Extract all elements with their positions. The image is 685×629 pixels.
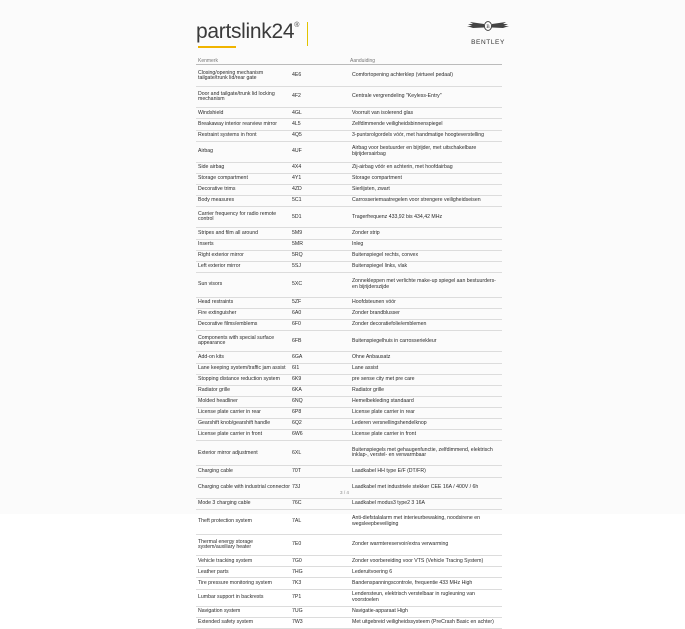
- feature-cell: Decorative trims: [198, 186, 236, 193]
- code-cell: 6W6: [292, 431, 303, 438]
- table-row: [196, 499, 502, 510]
- code-cell: 4UF: [292, 147, 302, 154]
- feature-cell: Charging cable with industrial connector: [198, 483, 290, 490]
- feature-cell: Navigation system: [198, 607, 241, 614]
- description-cell: Zonder strip: [352, 229, 380, 236]
- table-row: [196, 419, 502, 430]
- feature-cell: License plate carrier in rear: [198, 409, 261, 416]
- table-row: [196, 535, 502, 556]
- code-cell: 4E6: [292, 72, 302, 79]
- table-row: [196, 590, 502, 607]
- svg-text:B: B: [486, 24, 490, 30]
- code-cell: 5M9: [292, 229, 303, 236]
- feature-cell: Radiator grille: [198, 387, 231, 394]
- table-row: [196, 108, 502, 119]
- description-cell: Zonder warmtereservoir/extra verwarming: [352, 541, 449, 548]
- feature-cell: Lane keeping system/traffic jam assist: [198, 364, 286, 371]
- table-row: [196, 185, 502, 196]
- table-row: [196, 66, 502, 87]
- description-cell: Lendensteun, elektrisch verstelbaar in rugleuning van voorstoelen: [352, 591, 475, 603]
- feature-cell: Components with special surface appearance: [198, 334, 275, 347]
- description-cell: Ohne Anbausatz: [352, 353, 391, 360]
- feature-cell: Left exterior mirror: [198, 262, 241, 269]
- description-cell: Hoofdsteunen vóór: [352, 299, 396, 306]
- description-cell: pre sense city met pre care: [352, 375, 415, 382]
- code-cell: 6XL: [292, 449, 302, 456]
- table-row: [196, 578, 502, 589]
- code-cell: 5SJ: [292, 262, 301, 269]
- code-cell: 4Q5: [292, 131, 302, 138]
- description-cell: Sierlijsten, zwart: [352, 186, 390, 193]
- code-cell: 6KA: [292, 387, 302, 394]
- feature-cell: Theft protection system: [198, 518, 252, 525]
- table-row: [196, 375, 502, 386]
- code-cell: 6K9: [292, 375, 302, 382]
- equipment-table: [196, 66, 502, 629]
- description-cell: Buitenspiegel links, vlak: [352, 262, 408, 269]
- table-row: [196, 163, 502, 174]
- table-row: [196, 174, 502, 185]
- description-cell: Laadkabel modus3 type2 3 16A: [352, 500, 425, 506]
- feature-cell: Lumbar support in backrests: [198, 593, 264, 600]
- table-row: [196, 262, 502, 273]
- table-row: [196, 298, 502, 309]
- description-cell: Zelfdimmende veiligheidsbinnenspiegel: [352, 120, 443, 127]
- code-cell: 7AL: [292, 518, 302, 525]
- code-cell: 6Q2: [292, 420, 302, 427]
- description-cell: Radiator grille: [352, 387, 385, 394]
- feature-cell: Mode 3 charging cable: [198, 500, 251, 506]
- feature-cell: Leather parts: [198, 568, 229, 575]
- code-cell: 7W3: [292, 619, 303, 626]
- description-cell: 3-puntsrolgordels vóór, met handmatige hoogteverstelling: [352, 131, 485, 138]
- description-cell: Zonnekleppen met verlichte make-up spiegel aan bestuurders- en bijrijderszijde: [352, 278, 496, 290]
- description-cell: Lane assist: [352, 364, 379, 371]
- description-cell: Buitenspiegels met gehaugenfunctie, zelfdimmend, elektrisch inklap-, verstel- en verwarmbaar: [352, 446, 493, 459]
- description-cell: Buitenspiegel rechts, convex: [352, 251, 419, 258]
- code-cell: 5C1: [292, 197, 302, 204]
- table-row: [196, 466, 502, 477]
- description-cell: Voorruit van isolerend glas: [352, 109, 414, 116]
- feature-cell: Inserts: [198, 240, 214, 247]
- code-cell: 4X4: [292, 164, 302, 171]
- description-cell: Tragerfrequenz 433,92 bis 434,42 MHz: [352, 213, 443, 220]
- table-row: [196, 119, 502, 130]
- feature-cell: Decorative films/emblems: [198, 321, 258, 328]
- code-cell: 5RQ: [292, 251, 303, 258]
- description-cell: Lederen versnellingshendelknop: [352, 420, 427, 427]
- feature-cell: Stopping distance reduction system: [198, 375, 280, 382]
- code-cell: 6FB: [292, 337, 302, 344]
- table-row: [196, 207, 502, 228]
- feature-cell: Tire pressure monitoring system: [198, 579, 272, 586]
- feature-cell: Molded headliner: [198, 398, 238, 405]
- table-row: [196, 196, 502, 207]
- code-cell: 5MR: [292, 240, 303, 247]
- header-divider: [307, 22, 308, 46]
- description-cell: Comfortopening achterklep (virtueel pedaal): [352, 72, 453, 79]
- feature-cell: Charging cable: [198, 467, 233, 474]
- table-row: [196, 251, 502, 262]
- description-cell: Airbag voor bestuurder en bijrijder, met uitschakelbare bijrijdersairbag: [352, 145, 477, 157]
- description-cell: License plate carrier in front: [352, 431, 417, 438]
- feature-cell: Restraint systems in front: [198, 131, 257, 138]
- table-row: [196, 556, 502, 567]
- table-row: [196, 478, 502, 499]
- code-cell: 4Y1: [292, 175, 302, 182]
- table-row: [196, 87, 502, 108]
- table-row: [196, 320, 502, 331]
- table-row: [196, 240, 502, 251]
- page-number: 3 / 4: [340, 490, 349, 495]
- feature-cell: Add-on kits: [198, 353, 224, 360]
- code-cell: 7HG: [292, 568, 303, 575]
- logo-underline: [198, 46, 236, 48]
- table-row: [196, 607, 502, 618]
- feature-cell: Sun visors: [198, 281, 223, 288]
- code-cell: 7UG: [292, 607, 303, 614]
- description-cell: Zonder voorbereiding voor VTS (Vehicle Tracing System): [352, 557, 484, 564]
- table-row: [196, 364, 502, 375]
- code-cell: 70T: [292, 467, 301, 474]
- feature-cell: Extended safety system: [198, 619, 254, 626]
- feature-cell: Body measures: [198, 197, 235, 204]
- description-cell: Lederuitvoering 6: [352, 568, 393, 575]
- feature-cell: Windshield: [198, 109, 224, 116]
- code-cell: 6P8: [292, 409, 302, 416]
- table-row: [196, 397, 502, 408]
- description-cell: Zij-airbag vóór en achterin, met hoofdairbag: [352, 164, 453, 171]
- feature-cell: Breakaway interior rearview mirror: [198, 120, 277, 127]
- table-row: [196, 352, 502, 363]
- feature-cell: Right exterior mirror: [198, 251, 244, 258]
- description-cell: Navigatie-apparaat High: [352, 607, 408, 614]
- feature-cell: Door and tailgate/trunk lid locking mechanism: [198, 90, 275, 103]
- description-cell: Bandenspanningscontrole, frequentie 433 MHz High: [352, 579, 473, 586]
- code-cell: 4F2: [292, 93, 301, 100]
- column-header-description: Aanduiding: [350, 58, 376, 64]
- code-cell: 6I1: [292, 364, 300, 371]
- table-row: [196, 228, 502, 239]
- code-cell: 5D1: [292, 213, 302, 220]
- description-cell: Zonder brandblusser: [352, 310, 400, 317]
- feature-cell: Vehicle tracking system: [198, 557, 253, 564]
- description-cell: Anti-diefstalalarm met interieurbewaking, noodsirene en wegsleepbeveiliging: [352, 515, 481, 527]
- code-cell: 7K3: [292, 579, 302, 586]
- table-row: [196, 273, 502, 298]
- code-cell: 7G0: [292, 557, 302, 564]
- description-cell: Inleg: [352, 240, 364, 247]
- description-cell: Zonder decoratiefolie/emblemen: [352, 321, 427, 328]
- feature-cell: Exterior mirror adjustment: [198, 449, 258, 456]
- feature-cell: License plate carrier in front: [198, 431, 263, 438]
- feature-cell: Closing/opening mechanism tailgate/trunk lid/rear gate: [198, 69, 264, 82]
- table-row: [196, 142, 502, 163]
- feature-cell: Stripes and film all around: [198, 229, 258, 236]
- description-cell: Laadkabel HH type E/F (DT/FR): [352, 467, 426, 474]
- table-row: [196, 567, 502, 578]
- code-cell: 6A0: [292, 310, 302, 317]
- code-cell: 6GA: [292, 353, 303, 360]
- description-cell: Storage compartment: [352, 175, 402, 182]
- feature-cell: Airbag: [198, 147, 213, 154]
- code-cell: 76C: [292, 500, 302, 506]
- description-cell: Met uitgebreid veiligheidssysteem (PreCrash Basic en achter): [352, 619, 494, 626]
- feature-cell: Fire extinguisher: [198, 310, 237, 317]
- code-cell: 7P1: [292, 593, 302, 600]
- table-row: [196, 309, 502, 320]
- code-cell: 6NQ: [292, 398, 303, 405]
- code-cell: 73J: [292, 483, 301, 490]
- description-cell: Buitenspiegelhuis in carrosseriekleur: [352, 337, 437, 344]
- code-cell: 4GL: [292, 109, 302, 116]
- table-row: [196, 618, 502, 629]
- bentley-brand: [464, 20, 512, 46]
- feature-cell: Gearshift knob/gearshift handle: [198, 420, 271, 427]
- column-header-feature: Kenmerk: [198, 58, 219, 64]
- feature-cell: Side airbag: [198, 164, 225, 171]
- description-cell: Hemelbekleding standaard: [352, 398, 414, 405]
- code-cell: 6F0: [292, 321, 301, 328]
- brand-name: BENTLEY: [471, 39, 505, 46]
- table-row: [196, 386, 502, 397]
- feature-cell: Head restraints: [198, 299, 234, 306]
- table-row: [196, 430, 502, 441]
- table-row: [196, 131, 502, 142]
- bentley-wings-icon: [464, 20, 512, 33]
- description-cell: Carrosseriemaatregelen voor strengere veiligheidseisen: [352, 197, 481, 204]
- code-cell: 7E0: [292, 541, 302, 548]
- table-row: [196, 441, 502, 466]
- feature-cell: Thermal energy storage system/auxiliary heater: [198, 538, 254, 551]
- feature-cell: Carrier frequency for radio remote control: [198, 210, 277, 223]
- table-row: [196, 408, 502, 419]
- partslink24-logo: partslink24®: [196, 20, 300, 43]
- code-cell: 5ZF: [292, 299, 302, 306]
- description-cell: Laadkabel met industriele stekker CEE 16A / 400V / 6h: [352, 483, 479, 490]
- code-cell: 5XC: [292, 281, 303, 288]
- header-rule: [196, 64, 502, 65]
- description-cell: Centrale vergrendeling "Keyless-Entry": [352, 93, 442, 100]
- code-cell: 4ZD: [292, 186, 302, 193]
- table-row: [196, 331, 502, 352]
- feature-cell: Storage compartment: [198, 175, 248, 182]
- code-cell: 4L5: [292, 120, 301, 127]
- description-cell: License plate carrier in rear: [352, 409, 415, 416]
